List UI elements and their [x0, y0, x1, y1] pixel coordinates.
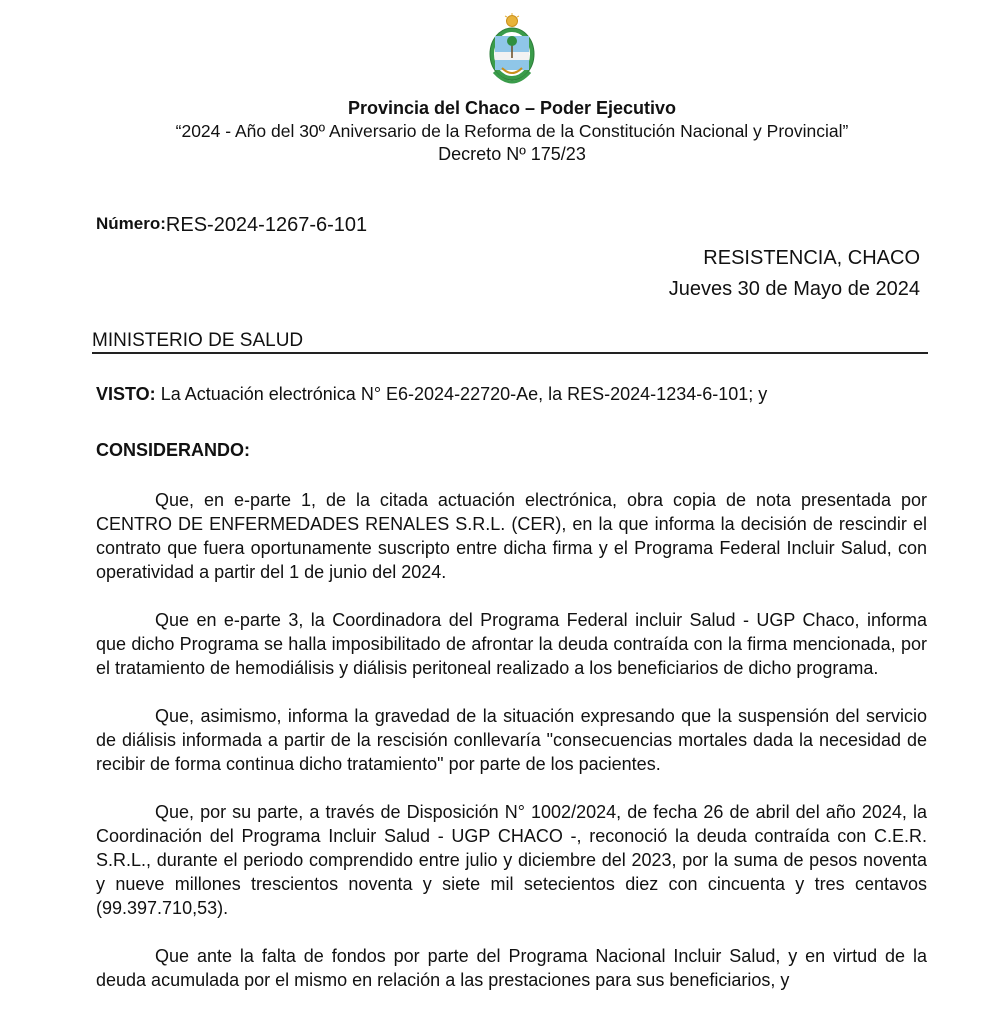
year-motto: “2024 - Año del 30º Aniversario de la Reforma de la Constitución Nacional y Provincial”: [175, 121, 849, 141]
numero-label: Número:: [96, 214, 166, 233]
province-title: Provincia del Chaco – Poder Ejecutivo: [347, 98, 677, 118]
considerando-body: [96, 488, 927, 1016]
city: RESISTENCIA, CHACO: [703, 247, 920, 269]
paragraph: Que, por su parte, a través de Disposición N° 1002/2024, de fecha 26 de abril del año 2024, la Coordinación del Programa Incluir Salud - UGP CHACO -, reconoció la deuda contraída con C.E.R. S.R.L., durante el periodo comprendido entre julio y diciembre del 2023, por la suma de pesos noventa y nueve millones trescientos noventa y siete mil setecientos diez con cincuenta y tres centavos (99.397.710,53).: [96, 802, 927, 918]
paragraph: Que, asimismo, informa la gravedad de la situación expresando que la suspensión del servicio de diálisis informada a partir de la rescisión conllevaría "consecuencias mortales dada la necesidad de recibir de forma continua dicho tratamiento" por parte de los pacientes.: [96, 706, 927, 774]
provincial-seal: [484, 12, 540, 92]
document-header: [0, 97, 1000, 165]
visto-label: VISTO:: [96, 384, 156, 404]
decree-reference: Decreto Nº 175/23: [438, 144, 586, 164]
considerando-heading: CONSIDERANDO:: [96, 440, 251, 460]
ministry-heading: MINISTERIO DE SALUD: [92, 330, 928, 354]
date: Jueves 30 de Mayo de 2024: [668, 278, 920, 300]
numero-value: RES-2024-1267-6-101: [165, 214, 368, 236]
visto-text: La Actuación electrónica N° E6-2024-22720-Ae, la RES-2024-1234-6-101; y: [155, 384, 768, 404]
paragraph: Que en e-parte 3, la Coordinadora del Programa Federal incluir Salud - UGP Chaco, informa que dicho Programa se halla imposibilitado de afrontar la deuda contraída con la firma mencionada, por el tratamiento de hemodiálisis y diálisis peritoneal realizado a los beneficiarios de dicho programa.: [96, 610, 927, 678]
place-and-date: [669, 243, 920, 305]
paragraph: Que ante la falta de fondos por parte del Programa Nacional Incluir Salud, y en virtud de la deuda acumulada por el mismo en relación a las prestaciones para sus beneficiarios, y: [96, 946, 927, 990]
resolution-number: [96, 212, 367, 235]
visto-line: [96, 382, 767, 406]
paragraph: Que, en e-parte 1, de la citada actuación electrónica, obra copia de nota presentada por CENTRO DE ENFERMEDADES RENALES S.R.L. (CER), en la que informa la decisión de rescindir el contrato que fuera oportunamente suscripto entre dicha firma y el Programa Federal Incluir Salud, con operatividad a partir del 1 de junio del 2024.: [96, 490, 927, 582]
